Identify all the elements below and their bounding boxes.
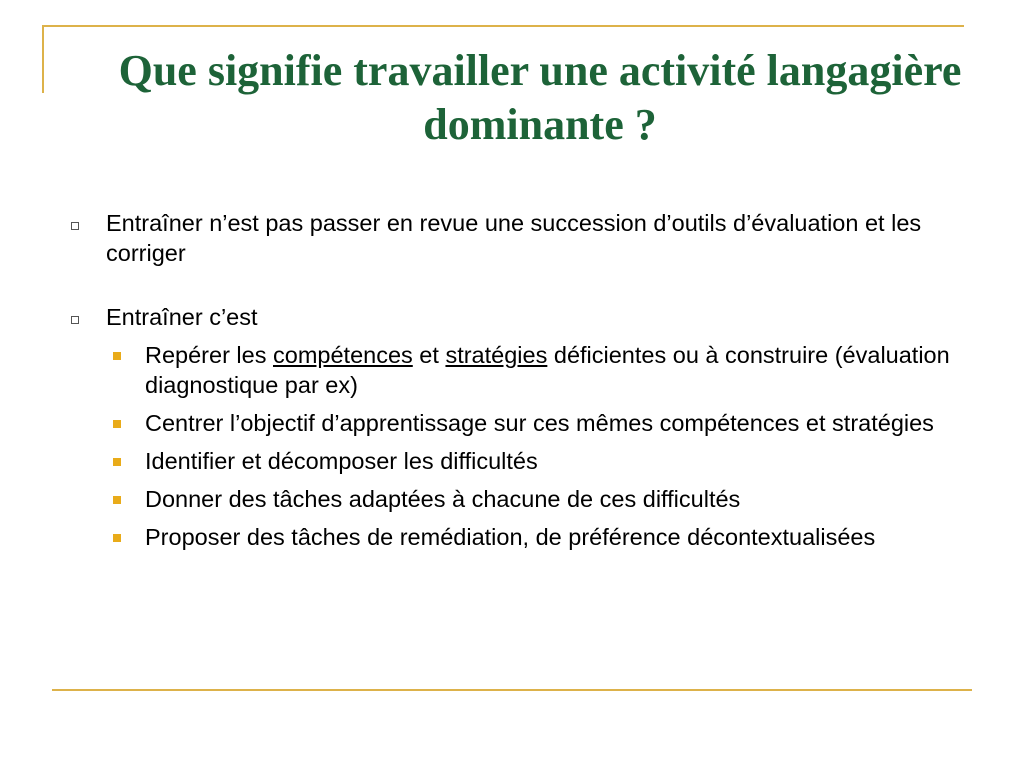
slide-content bbox=[70, 208, 950, 552]
bullet-item-1 bbox=[70, 208, 950, 268]
bullet-item-2 bbox=[70, 302, 950, 332]
slide-title: Que signifie travailler une activité langagière dominante ? bbox=[118, 46, 962, 149]
square-bullet-icon bbox=[71, 222, 79, 230]
sub-bullet-text-part: déficientes ou à construire (évaluation diagnostique par ex) bbox=[145, 342, 950, 398]
filled-square-bullet-icon bbox=[113, 420, 121, 428]
square-bullet-icon bbox=[71, 316, 79, 324]
frame-top-rule bbox=[42, 25, 964, 27]
filled-square-bullet-icon bbox=[113, 534, 121, 542]
filled-square-bullet-icon bbox=[113, 458, 121, 466]
frame-left-rule bbox=[42, 25, 44, 93]
sub-bullet-text-part: Repérer les bbox=[145, 342, 273, 368]
sub-bullet-text-part: et bbox=[412, 342, 446, 368]
sub-bullet-item-1 bbox=[70, 340, 950, 400]
footer-rule bbox=[52, 689, 972, 691]
sub-bullet-text: Donner des tâches adaptées à chacune de ces difficultés bbox=[145, 486, 741, 512]
sub-bullet-item-3 bbox=[70, 446, 950, 476]
sub-bullet-text: Identifier et décomposer les difficultés bbox=[145, 448, 538, 474]
filled-square-bullet-icon bbox=[113, 496, 121, 504]
sub-bullet-item-5 bbox=[70, 522, 950, 552]
bullet-text: Entraîner n’est pas passer en revue une succession d’outils d’évaluation et les corriger bbox=[106, 210, 922, 266]
underlined-term-competences: compétences bbox=[273, 342, 413, 368]
underlined-term-strategies: stratégies bbox=[445, 342, 548, 368]
sub-bullet-text: Proposer des tâches de remédiation, de préférence décontextualisées bbox=[145, 524, 876, 550]
sub-bullet-item-4 bbox=[70, 484, 950, 514]
sub-bullet-text: Centrer l’objectif d’apprentissage sur ces mêmes compétences et stratégies bbox=[145, 410, 934, 436]
filled-square-bullet-icon bbox=[113, 352, 121, 360]
sub-bullet-item-2 bbox=[70, 408, 950, 438]
bullet-text: Entraîner c’est bbox=[106, 304, 258, 330]
